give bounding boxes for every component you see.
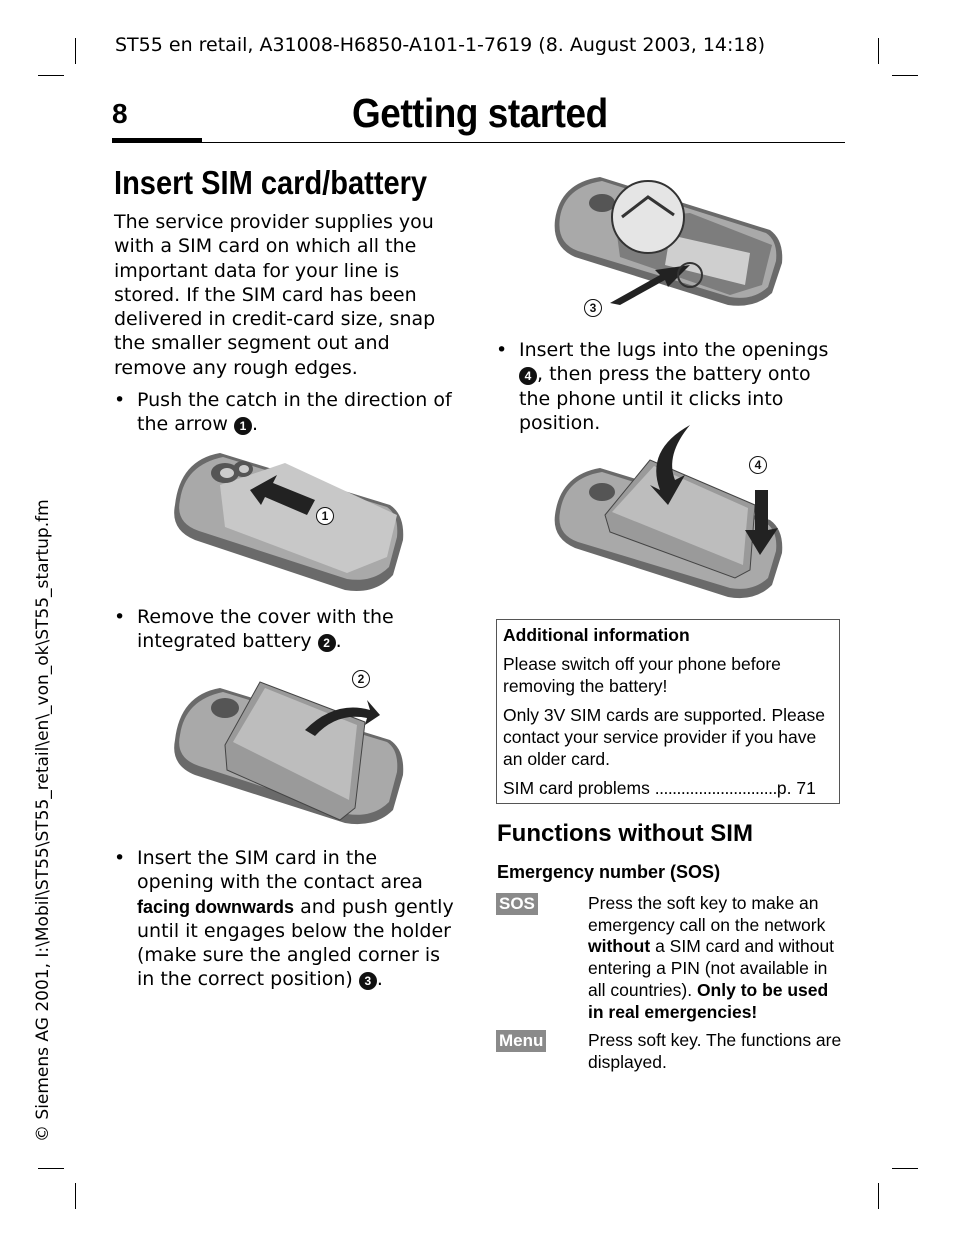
reference-dots: ............................	[654, 778, 777, 798]
section-title: Insert SIM card/battery	[114, 164, 428, 201]
step-3-bold: facing downwards	[137, 896, 295, 917]
sos-desc-a: Press the soft key to make an emergency call on the network	[588, 893, 826, 935]
crop-mark	[878, 1183, 879, 1209]
step-marker-4: 4	[519, 367, 537, 385]
step-marker-1: 1	[234, 417, 252, 435]
bullet: •	[114, 847, 126, 869]
reference-page: p. 71	[776, 778, 816, 798]
figure-label-3: 3	[584, 299, 602, 317]
info-paragraph: Please switch off your phone before removing the battery!	[503, 654, 781, 696]
emergency-subheading: Emergency number (SOS)	[497, 862, 721, 882]
sos-desc-bold-b: Only to be used in real emergencies!	[588, 979, 829, 1022]
step-2	[114, 605, 459, 654]
functions-heading: Functions without SIM	[497, 820, 753, 847]
bullet: •	[496, 339, 508, 361]
step-3-text-b: and push gently until it engages below the holder (make sure the angled corner is in the correct position)	[137, 895, 454, 991]
crop-mark	[892, 1168, 918, 1169]
sos-description	[588, 893, 843, 1023]
bullet: •	[114, 606, 126, 628]
step-4-text-b: , then press the battery onto the phone until it clicks into position.	[519, 363, 811, 434]
phone-illustration-sim	[550, 175, 790, 315]
step-marker-2: 2	[318, 634, 336, 652]
step-2-text: Remove the cover with the integrated battery	[137, 606, 394, 653]
step-3-text-a: Insert the SIM card in the opening with the contact area	[137, 847, 423, 894]
file-path-note: © Siemens AG 2001, I:\Mobil\ST55\ST55_retail\en\_von_ok\ST55_startup.fm	[33, 499, 53, 1142]
step-4-text-a: Insert the lugs into the openings	[519, 339, 829, 361]
step-text	[137, 388, 459, 437]
bullet: •	[114, 389, 126, 411]
phone-illustration-cover	[165, 670, 410, 830]
figure-label-4: 4	[749, 456, 767, 474]
figure-label-2: 2	[352, 670, 370, 688]
phone-illustration-battery	[550, 420, 790, 610]
menu-description: Press soft key. The functions are displayed.	[588, 1030, 842, 1072]
step-3	[114, 846, 459, 992]
additional-info-box	[496, 619, 840, 804]
intro-paragraph: The service provider supplies you with a SIM card on which all the important data for your line is stored. If the SIM card has been delivered in credit-card size, snap the smaller segment out and remove any rough edges.	[114, 211, 436, 379]
crop-mark	[38, 75, 64, 76]
info-paragraph: Only 3V SIM cards are supported. Please contact your service provider if you have an older card.	[503, 705, 825, 769]
step-2-end: .	[335, 630, 342, 653]
phone-illustration-catch	[165, 445, 410, 600]
crop-mark	[75, 38, 76, 64]
reference-label: SIM card problems	[503, 778, 650, 798]
step-1-end: .	[251, 413, 258, 436]
info-reference	[503, 777, 833, 799]
sos-desc-b: a SIM card and without entering a PIN (not available in all countries).	[588, 936, 835, 1000]
figure-label-1: 1	[316, 507, 334, 525]
header-rule	[112, 142, 845, 143]
info-title: Additional information	[503, 625, 690, 645]
chapter-title: Getting started	[352, 90, 608, 136]
crop-mark	[75, 1183, 76, 1209]
step-1-text: Push the catch in the direction of the arrow	[137, 389, 452, 436]
sos-softkey: SOS	[496, 893, 538, 915]
document-info: ST55 en retail, A31008-H6850-A101-1-7619 (8. August 2003, 14:18)	[115, 34, 766, 56]
header-rule-accent	[112, 138, 202, 143]
step-text	[137, 605, 459, 654]
menu-softkey: Menu	[496, 1030, 546, 1052]
page-number: 8	[112, 98, 128, 129]
step-text	[137, 846, 459, 992]
crop-mark	[38, 1168, 64, 1169]
crop-mark	[892, 75, 918, 76]
sos-desc-bold-a: without	[588, 936, 651, 957]
step-1	[114, 388, 459, 437]
step-marker-3: 3	[359, 972, 377, 990]
crop-mark	[878, 38, 879, 64]
step-3-end: .	[376, 968, 383, 991]
